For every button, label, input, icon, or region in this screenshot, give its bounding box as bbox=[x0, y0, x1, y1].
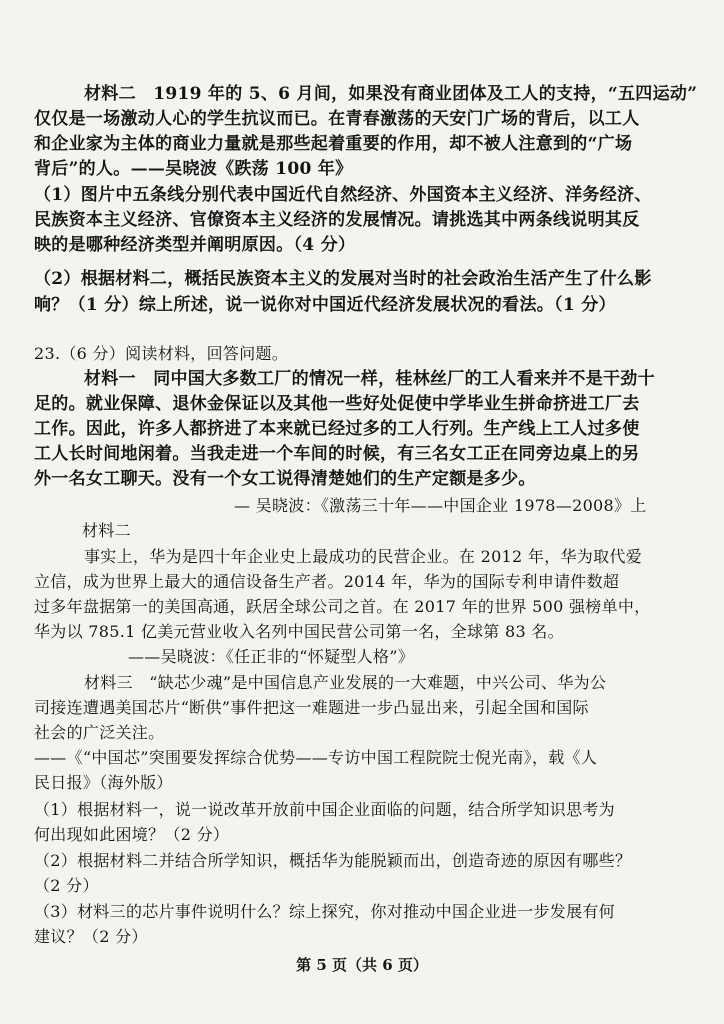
text-line: — 吴晓波：《激荡三十年——中国企业 1978—2008》上 bbox=[234, 496, 647, 515]
text-line: 工作。因此，许多人都挤进了本来就已经过多的工人行列。生产线上工人过多使 bbox=[34, 419, 640, 439]
text-line: 事实上，华为是四十年企业史上最成功的民营企业。在 2012 年，华为取代爱 bbox=[84, 547, 642, 566]
text-line: 立信，成为世界上最大的通信设备生产者。2014 年，华为的国际专利申请件数超 bbox=[34, 572, 620, 591]
text-line: ——《“中国芯”突围要发挥综合优势——专访中国工程院院士倪光南》，载《人 bbox=[34, 748, 598, 767]
text-line: 过多年盘据第一的美国高通，跃居全球公司之首。在 2017 年的世界 500 强榜单中， bbox=[34, 597, 651, 616]
text-line: 司接连遭遇美国芯片“断供”事件把这一难题进一步凸显出来，引起全国和国际 bbox=[34, 698, 589, 717]
text-line: 23.（6 分）阅读材料，回答问题。 bbox=[34, 344, 289, 363]
text-line: （2）根据材料二并结合所学知识，概括华为能脱颖而出，创造奇迹的原因有哪些？ bbox=[34, 851, 632, 870]
text-line: 和企业家为主体的商业力量就是那些起着重要的作用，却不被人注意到的“广场 bbox=[34, 134, 633, 154]
text-line: 社会的广泛关注。 bbox=[34, 723, 165, 742]
text-line: 何出现如此困境？（2 分） bbox=[34, 825, 230, 844]
text-line: 材料二 1919 年的 5、6 月间，如果没有商业团体及工人的支持，“五四运动” bbox=[84, 84, 698, 104]
text-line: （1）根据材料一，说一说改革开放前中国企业面临的问题，结合所学知识思考为 bbox=[34, 800, 615, 819]
text-line: 响？（1 分）综上所述，说一说你对中国近代经济发展状况的看法。（1 分） bbox=[34, 295, 616, 315]
text-line: 工人长时间地闲着。当我走进一个车间的时候，有三名女工正在同旁边桌上的另 bbox=[34, 444, 640, 464]
text-line: 民日报》（海外版） bbox=[34, 773, 173, 792]
text-line: 外一名女工聊天。没有一个女工说得清楚她们的生产定额是多少。 bbox=[34, 469, 536, 489]
text-line: （2）根据材料二，概括民族资本主义的发展对当时的社会政治生活产生了什么影 bbox=[34, 269, 652, 289]
text-line: 材料二 bbox=[82, 521, 131, 540]
text-line: 映的是哪种经济类型并阐明原因。（4 分） bbox=[34, 235, 356, 255]
text-line: 华为以 785.1 亿美元营业收入名列中国民营公司第一名，全球第 83 名。 bbox=[34, 622, 564, 641]
text-line: 建议？（2 分） bbox=[34, 927, 148, 946]
text-line: 足的。就业保障、退休金保证以及其他一些好处促使中学毕业生拼命挤进工厂去 bbox=[34, 394, 640, 414]
text-line: ——吴晓波：《任正非的“怀疑型人格”》 bbox=[128, 647, 415, 666]
page-number: 第 5 页（共 6 页） bbox=[296, 956, 428, 974]
text-line: 民族资本主义经济、官僚资本主义经济的发展情况。请挑选其中两条线说明其反 bbox=[34, 210, 640, 230]
text-line: （2 分） bbox=[34, 876, 99, 895]
text-line: 材料三 “缺芯少魂”是中国信息产业发展的一大难题，中兴公司、华为公 bbox=[84, 673, 607, 692]
text-line: （1）图片中五条线分别代表中国近代自然经济、外国资本主义经济、洋务经济、 bbox=[34, 185, 652, 205]
text-line: （3）材料三的芯片事件说明什么？综上探究，你对推动中国企业进一步发展有何 bbox=[34, 902, 615, 921]
text-line: 材料一 同中国大多数工厂的情况一样，桂林丝厂的工人看来并不是干劲十 bbox=[84, 369, 655, 389]
text-line: 仅仅是一场激动人心的学生抗议而已。在青春激荡的天安门广场的背后，以工人 bbox=[34, 109, 640, 129]
text-line: 背后”的人。——吴晓波《跌荡 100 年》 bbox=[34, 159, 353, 179]
